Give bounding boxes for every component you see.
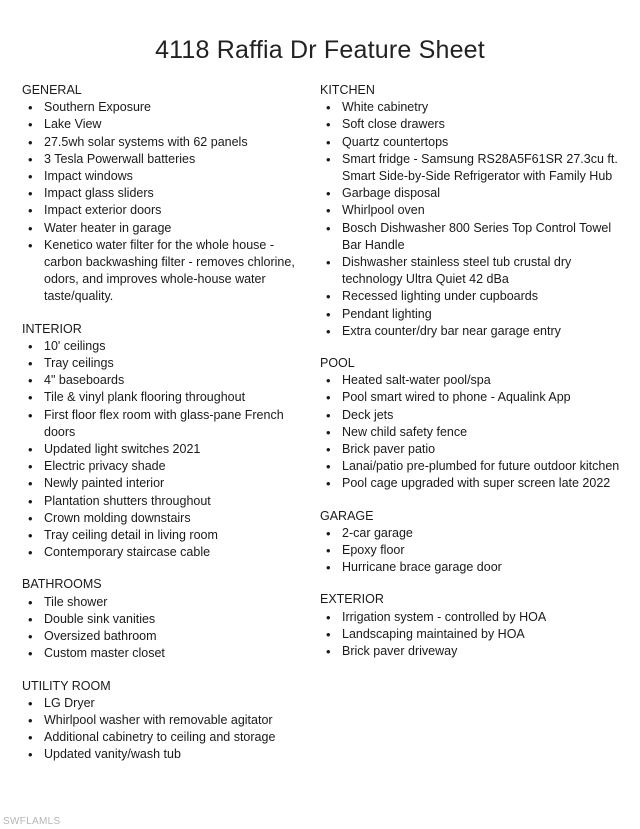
feature-item: • Tray ceiling detail in living room xyxy=(22,527,314,544)
feature-item: • Pool smart wired to phone - Aqualink App xyxy=(320,389,620,406)
section-interior xyxy=(22,321,314,562)
section-heading: UTILITY ROOM xyxy=(22,678,111,693)
section-utility-room xyxy=(22,678,314,764)
feature-item: • New child safety fence xyxy=(320,424,620,441)
feature-list xyxy=(320,372,620,492)
feature-list xyxy=(22,695,314,764)
feature-item: • Custom master closet xyxy=(22,645,314,662)
feature-item: • Electric privacy shade xyxy=(22,458,314,475)
feature-item: • Lanai/patio pre-plumbed for future outdoor kitchen xyxy=(320,458,620,475)
feature-item: • Garbage disposal xyxy=(320,185,620,202)
feature-list xyxy=(22,338,314,562)
feature-item: • Quartz countertops xyxy=(320,134,620,151)
section-heading: GARAGE xyxy=(320,508,374,523)
feature-item: • Bosch Dishwasher 800 Series Top Control Towel Bar Handle xyxy=(320,220,620,254)
feature-item: • Epoxy floor xyxy=(320,542,620,559)
section-exterior xyxy=(320,591,620,660)
feature-list xyxy=(320,99,620,340)
feature-item: • Crown molding downstairs xyxy=(22,510,314,527)
feature-item: • Pendant lighting xyxy=(320,306,620,323)
section-heading: KITCHEN xyxy=(320,83,375,97)
feature-item: • Hurricane brace garage door xyxy=(320,559,620,576)
feature-item: • Updated vanity/wash tub xyxy=(22,746,314,763)
feature-item: • Irrigation system - controlled by HOA xyxy=(320,609,620,626)
feature-item: • Newly painted interior xyxy=(22,475,314,492)
section-heading: INTERIOR xyxy=(22,321,82,336)
feature-list xyxy=(22,594,314,663)
watermark: SWFLAMLS xyxy=(3,816,61,827)
feature-item: • Contemporary staircase cable xyxy=(22,544,314,561)
feature-item: • Impact exterior doors xyxy=(22,202,314,219)
feature-item: • Recessed lighting under cupboards xyxy=(320,288,620,305)
feature-item: • Deck jets xyxy=(320,407,620,424)
feature-item: • 4" baseboards xyxy=(22,372,314,389)
feature-item: • 10' ceilings xyxy=(22,338,314,355)
section-garage xyxy=(320,508,620,577)
section-heading: POOL xyxy=(320,356,355,371)
feature-list xyxy=(22,99,314,305)
feature-item: • Dishwasher stainless steel tub crustal dry technology Ultra Quiet 42 dBa xyxy=(320,254,620,288)
feature-item: • Tile & vinyl plank flooring throughout xyxy=(22,389,314,406)
right-column xyxy=(320,82,620,675)
section-heading: EXTERIOR xyxy=(320,592,384,607)
feature-list xyxy=(320,525,620,577)
section-bathrooms xyxy=(22,576,314,662)
feature-item: • First floor flex room with glass-pane French doors xyxy=(22,407,314,441)
feature-item: • Additional cabinetry to ceiling and storage xyxy=(22,729,314,746)
section-pool xyxy=(320,355,620,493)
feature-item: • White cabinetry xyxy=(320,99,620,116)
feature-item: • Heated salt-water pool/spa xyxy=(320,372,620,389)
section-heading: GENERAL xyxy=(22,83,82,97)
feature-item: • Southern Exposure xyxy=(22,99,314,116)
feature-item: • Impact glass sliders xyxy=(22,185,314,202)
left-column xyxy=(22,82,314,779)
page-title: 4118 Raffia Dr Feature Sheet xyxy=(155,36,485,64)
feature-item: • Smart fridge - Samsung RS28A5F61SR 27.3cu ft. Smart Side-by-Side Refrigerator with Family Hub xyxy=(320,151,620,185)
feature-item: • Oversized bathroom xyxy=(22,628,314,645)
section-heading: BATHROOMS xyxy=(22,577,102,592)
feature-item: • Impact windows xyxy=(22,168,314,185)
feature-item: • Brick paver driveway xyxy=(320,643,620,660)
feature-item: • LG Dryer xyxy=(22,695,314,712)
feature-item: • Whirlpool washer with removable agitator xyxy=(22,712,314,729)
feature-item: • Tile shower xyxy=(22,594,314,611)
feature-item: • 3 Tesla Powerwall batteries xyxy=(22,151,314,168)
section-general xyxy=(22,82,314,306)
feature-list xyxy=(320,609,620,661)
feature-item: • 27.5wh solar systems with 62 panels xyxy=(22,134,314,151)
feature-item: • Brick paver patio xyxy=(320,441,620,458)
feature-item: • Updated light switches 2021 xyxy=(22,441,314,458)
feature-item: • Whirlpool oven xyxy=(320,202,620,219)
feature-item: • Plantation shutters throughout xyxy=(22,493,314,510)
feature-item: • Lake View xyxy=(22,116,314,133)
feature-item: • 2-car garage xyxy=(320,525,620,542)
feature-item: • Soft close drawers xyxy=(320,116,620,133)
feature-item: • Landscaping maintained by HOA xyxy=(320,626,620,643)
feature-item: • Kenetico water filter for the whole house - carbon backwashing filter - removes chlorine, odors, and improves whole-house water taste/quality. xyxy=(22,237,314,306)
feature-item: • Extra counter/dry bar near garage entry xyxy=(320,323,620,340)
feature-item: • Double sink vanities xyxy=(22,611,314,628)
feature-item: • Tray ceilings xyxy=(22,355,314,372)
feature-item: • Water heater in garage xyxy=(22,220,314,237)
feature-item: • Pool cage upgraded with super screen late 2022 xyxy=(320,475,620,492)
section-kitchen xyxy=(320,82,620,340)
